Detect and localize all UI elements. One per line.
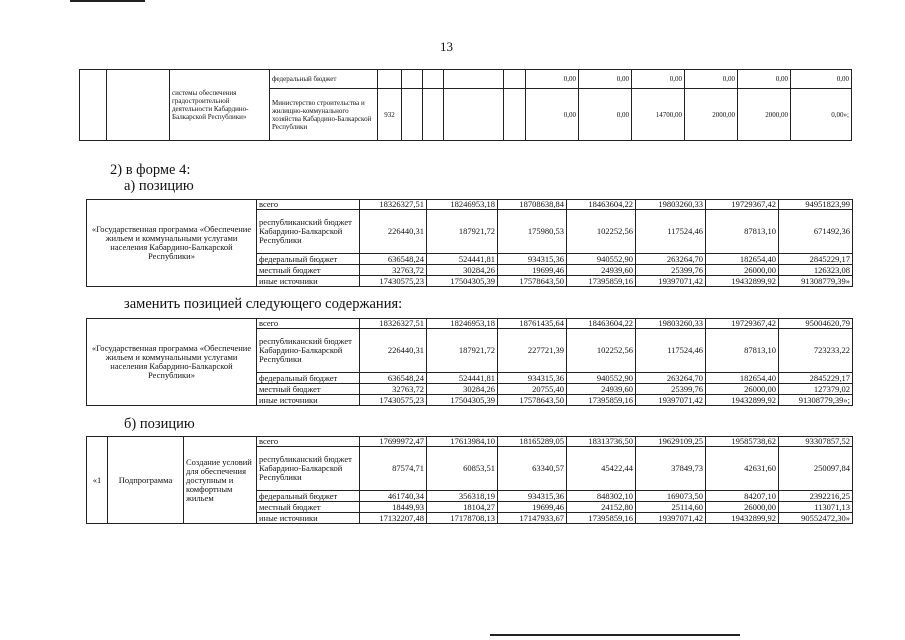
table-cell <box>504 89 526 141</box>
funding-source: иные источники <box>257 513 360 524</box>
value-cell: 263264,70 <box>636 254 706 265</box>
funding-source: республиканский бюджет Кабардино-Балкарской Республики <box>257 447 360 491</box>
value-cell: 187921,72 <box>427 329 498 373</box>
funding-source: всего <box>257 200 360 210</box>
funding-source: всего <box>257 319 360 329</box>
funding-source: иные источники <box>257 395 360 406</box>
value-cell: 848302,10 <box>567 491 636 502</box>
heading-position-b: б) позицию <box>124 416 195 432</box>
table-cell <box>402 70 423 89</box>
value-cell: 90552472,30» <box>779 513 853 524</box>
funding-source: местный бюджет <box>257 265 360 276</box>
value-cell: 19729367,42 <box>706 200 779 210</box>
scan-artifact-top <box>70 0 145 2</box>
value-cell: 32763,72 <box>360 265 427 276</box>
value-cell: 17147933,67 <box>498 513 567 524</box>
value-cell: 0,00 <box>526 70 579 89</box>
heading-replace: заменить позицией следующего содержания: <box>124 296 403 312</box>
funding-source: федеральный бюджет <box>257 373 360 384</box>
table-cell <box>80 70 107 141</box>
funding-source: местный бюджет <box>257 384 360 395</box>
program-name: «Государственная программа «Обеспечение жильем и коммунальными услугами населения Кабардино-Балкарской Республики» <box>87 200 257 287</box>
value-cell: 19803260,33 <box>636 200 706 210</box>
value-cell: 18165289,05 <box>498 437 567 447</box>
table-row <box>87 437 853 447</box>
department-code: 932 <box>378 89 402 141</box>
table-cell <box>423 70 444 89</box>
value-cell: 2000,00 <box>738 89 791 141</box>
value-cell: 24152,80 <box>567 502 636 513</box>
value-cell: 17430575,23 <box>360 276 427 287</box>
value-cell: 19629109,25 <box>636 437 706 447</box>
value-cell: 17395859,16 <box>567 513 636 524</box>
value-cell: 226440,31 <box>360 210 427 254</box>
value-cell: 18761435,64 <box>498 319 567 329</box>
value-cell: 671492,36 <box>779 210 853 254</box>
value-cell: 102252,56 <box>567 210 636 254</box>
top-table <box>79 69 852 141</box>
value-cell: 18463604,22 <box>567 200 636 210</box>
table-row <box>80 70 852 89</box>
value-cell: 17395859,16 <box>567 395 636 406</box>
value-cell: 17613984,10 <box>427 437 498 447</box>
value-cell: 102252,56 <box>567 329 636 373</box>
value-cell: 182654,40 <box>706 373 779 384</box>
table-position-a <box>86 199 853 287</box>
table-position-a-new <box>86 318 853 406</box>
table-cell <box>504 70 526 89</box>
value-cell: 2845229,17 <box>779 254 853 265</box>
value-cell: 25399,76 <box>636 384 706 395</box>
funding-source: республиканский бюджет Кабардино-Балкарской Республики <box>257 329 360 373</box>
value-cell: 113071,13 <box>779 502 853 513</box>
value-cell: 14700,00 <box>632 89 685 141</box>
heading-form4: 2) в форме 4: <box>110 162 191 178</box>
heading-position-a: а) позицию <box>124 178 194 194</box>
value-cell: 19432899,92 <box>706 395 779 406</box>
value-cell: 93307857,52 <box>779 437 853 447</box>
table-cell <box>402 89 423 141</box>
value-cell: 934315,36 <box>498 373 567 384</box>
table-row <box>87 319 853 329</box>
value-cell: 723233,22 <box>779 329 853 373</box>
value-cell: 524441,81 <box>427 373 498 384</box>
value-cell: 17504305,39 <box>427 276 498 287</box>
value-cell: 18326327,51 <box>360 200 427 210</box>
value-cell: 187921,72 <box>427 210 498 254</box>
value-cell: 87813,10 <box>706 210 779 254</box>
value-cell: 127379,02 <box>779 384 853 395</box>
value-cell: 60853,51 <box>427 447 498 491</box>
value-cell: 461740,34 <box>360 491 427 502</box>
value-cell: 226440,31 <box>360 329 427 373</box>
subprogram-kind: Подпрограмма <box>108 437 184 524</box>
value-cell: 17178708,13 <box>427 513 498 524</box>
measure-description: системы обеспечения градостроительной деятельности Кабардино-Балкарской Республики» <box>170 70 270 141</box>
table-cell <box>107 70 170 141</box>
value-cell: 2845229,17 <box>779 373 853 384</box>
value-cell: 95004620,79 <box>779 319 853 329</box>
value-cell: 0,00 <box>738 70 791 89</box>
value-cell: 20755,40 <box>498 384 567 395</box>
table-cell <box>378 70 402 89</box>
value-cell: 0,00 <box>579 89 632 141</box>
funding-source: федеральный бюджет <box>270 70 378 89</box>
value-cell: 356318,19 <box>427 491 498 502</box>
value-cell: 524441,81 <box>427 254 498 265</box>
value-cell: 19397071,42 <box>636 513 706 524</box>
value-cell: 17430575,23 <box>360 395 427 406</box>
subprogram-name: Создание условий для обеспечения доступным и комфортным жильем <box>184 437 257 524</box>
funding-source: федеральный бюджет <box>257 491 360 502</box>
value-cell: 0,00 <box>791 70 852 89</box>
value-cell: 17504305,39 <box>427 395 498 406</box>
table-row <box>87 200 853 210</box>
value-cell: 934315,36 <box>498 254 567 265</box>
value-cell: 30284,26 <box>427 265 498 276</box>
row-number: «1 <box>87 437 108 524</box>
value-cell: 19397071,42 <box>636 276 706 287</box>
value-cell: 19432899,92 <box>706 513 779 524</box>
value-cell: 636548,24 <box>360 254 427 265</box>
value-cell: 18463604,22 <box>567 319 636 329</box>
value-cell: 30284,26 <box>427 384 498 395</box>
value-cell: 636548,24 <box>360 373 427 384</box>
table-cell <box>444 70 504 89</box>
value-cell: 18246953,18 <box>427 319 498 329</box>
value-cell: 18708638,84 <box>498 200 567 210</box>
value-cell: 18246953,18 <box>427 200 498 210</box>
funding-source: иные источники <box>257 276 360 287</box>
value-cell: 19803260,33 <box>636 319 706 329</box>
table-cell <box>423 89 444 141</box>
table-cell <box>444 89 504 141</box>
value-cell: 19585738,62 <box>706 437 779 447</box>
value-cell: 25114,60 <box>636 502 706 513</box>
value-cell: 24939,60 <box>567 384 636 395</box>
value-cell: 19397071,42 <box>636 395 706 406</box>
value-cell: 0,00 <box>579 70 632 89</box>
value-cell: 45422,44 <box>567 447 636 491</box>
funding-source: федеральный бюджет <box>257 254 360 265</box>
program-name: «Государственная программа «Обеспечение жильем и коммунальными услугами населения Кабардино-Балкарской Республики» <box>87 319 257 406</box>
scan-artifact-bottom <box>490 634 740 636</box>
value-cell: 0,00 <box>685 70 738 89</box>
value-cell: 934315,36 <box>498 491 567 502</box>
value-cell: 182654,40 <box>706 254 779 265</box>
value-cell: 17699972,47 <box>360 437 427 447</box>
value-cell: 17578643,50 <box>498 395 567 406</box>
value-cell: 42631,60 <box>706 447 779 491</box>
value-cell: 26000,00 <box>706 384 779 395</box>
value-cell: 263264,70 <box>636 373 706 384</box>
value-cell: 18313736,50 <box>567 437 636 447</box>
value-cell: 19729367,42 <box>706 319 779 329</box>
funding-source: местный бюджет <box>257 502 360 513</box>
value-cell: 19699,46 <box>498 502 567 513</box>
value-cell: 37849,73 <box>636 447 706 491</box>
value-cell: 94951823,99 <box>779 200 853 210</box>
value-cell: 19699,46 <box>498 265 567 276</box>
value-cell: 0,00»; <box>791 89 852 141</box>
funding-source: Министерство строительства и жилищно-коммунального хозяйства Кабардино-Балкарской Республики <box>270 89 378 141</box>
value-cell: 0,00 <box>632 70 685 89</box>
page-number: 13 <box>440 39 453 54</box>
value-cell: 117524,46 <box>636 329 706 373</box>
value-cell: 25399,76 <box>636 265 706 276</box>
table-position-b <box>86 436 853 524</box>
value-cell: 18449,93 <box>360 502 427 513</box>
value-cell: 18326327,51 <box>360 319 427 329</box>
value-cell: 940552,90 <box>567 254 636 265</box>
value-cell: 169073,50 <box>636 491 706 502</box>
funding-source: республиканский бюджет Кабардино-Балкарской Республики <box>257 210 360 254</box>
value-cell: 2000,00 <box>685 89 738 141</box>
value-cell: 24939,60 <box>567 265 636 276</box>
value-cell: 17578643,50 <box>498 276 567 287</box>
value-cell: 63340,57 <box>498 447 567 491</box>
funding-source: всего <box>257 437 360 447</box>
value-cell: 940552,90 <box>567 373 636 384</box>
value-cell: 26000,00 <box>706 265 779 276</box>
value-cell: 227721,39 <box>498 329 567 373</box>
value-cell: 17132207,48 <box>360 513 427 524</box>
value-cell: 87574,71 <box>360 447 427 491</box>
value-cell: 19432899,92 <box>706 276 779 287</box>
value-cell: 32763,72 <box>360 384 427 395</box>
value-cell: 84207,10 <box>706 491 779 502</box>
value-cell: 0,00 <box>526 89 579 141</box>
value-cell: 117524,46 <box>636 210 706 254</box>
value-cell: 126323,08 <box>779 265 853 276</box>
value-cell: 87813,10 <box>706 329 779 373</box>
value-cell: 91308779,39» <box>779 276 853 287</box>
value-cell: 91308779,39»; <box>779 395 853 406</box>
value-cell: 17395859,16 <box>567 276 636 287</box>
value-cell: 26000,00 <box>706 502 779 513</box>
value-cell: 175980,53 <box>498 210 567 254</box>
value-cell: 2392216,25 <box>779 491 853 502</box>
value-cell: 250097,84 <box>779 447 853 491</box>
value-cell: 18104,27 <box>427 502 498 513</box>
